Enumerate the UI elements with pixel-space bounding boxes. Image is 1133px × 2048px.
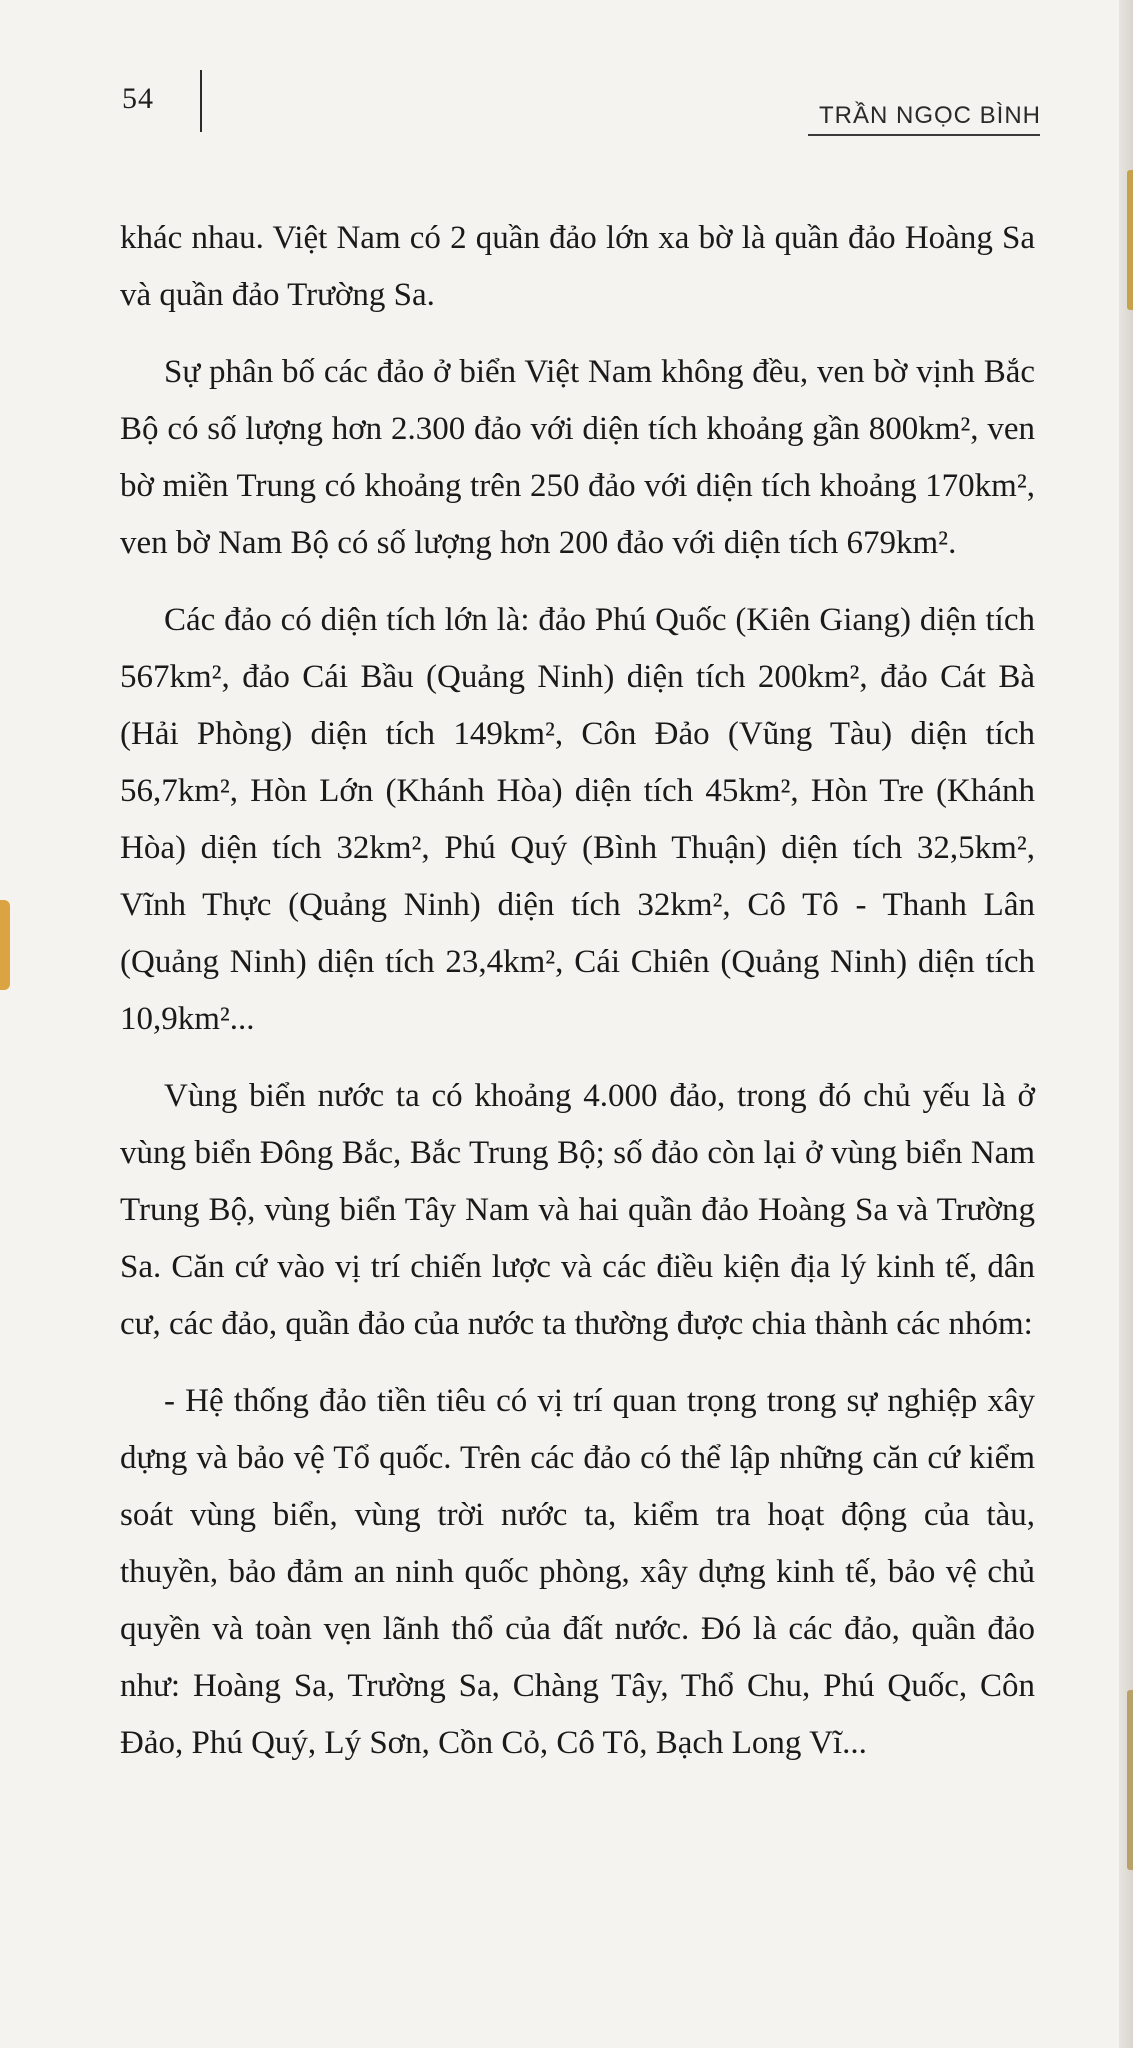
running-head-author: TRẦN NGỌC BÌNH: [818, 102, 1041, 129]
page-header: [0, 0, 1133, 140]
page-number: 54: [122, 82, 154, 115]
binding-mark: [0, 900, 10, 990]
header-rule: [808, 134, 1040, 136]
paragraph: Sự phân bố các đảo ở biển Việt Nam không đều, ven bờ vịnh Bắc Bộ có số lượng hơn 2.300 đảo với diện tích khoảng gần 800km², ven bờ miền Trung có khoảng trên 250 đảo với diện tích khoảng 170km², ven bờ Nam Bộ có số lượng hơn 200 đảo với diện tích 679km².: [120, 354, 1035, 561]
paragraph: Các đảo có diện tích lớn là: đảo Phú Quốc (Kiên Giang) diện tích 567km², đảo Cái Bầu (Quảng Ninh) diện tích 200km², đảo Cát Bà (Hải Phòng) diện tích 149km², Côn Đảo (Vũng Tàu) diện tích 56,7km², Hòn Lớn (Khánh Hòa) diện tích 45km², Hòn Tre (Khánh Hòa) diện tích 32km², Phú Quý (Bình Thuận) diện tích 32,5km², Vĩnh Thực (Quảng Ninh) diện tích 32km², Cô Tô - Thanh Lân (Quảng Ninh) diện tích 23,4km², Cái Chiên (Quảng Ninh) diện tích 10,9km²...: [120, 602, 1035, 1037]
paragraph: - Hệ thống đảo tiền tiêu có vị trí quan trọng trong sự nghiệp xây dựng và bảo vệ Tổ quốc. Trên các đảo có thể lập những căn cứ kiểm soát vùng biển, vùng trời nước ta, kiểm tra hoạt động của tàu, thuyền, bảo đảm an ninh quốc phòng, xây dựng kinh tế, bảo vệ chủ quyền và toàn vẹn lãnh thổ của đất nước. Đó là các đảo, quần đảo như: Hoàng Sa, Trường Sa, Chàng Tây, Thổ Chu, Phú Quốc, Côn Đảo, Phú Quý, Lý Sơn, Cồn Cỏ, Cô Tô, Bạch Long Vĩ...: [120, 1383, 1035, 1761]
paragraph: khác nhau. Việt Nam có 2 quần đảo lớn xa bờ là quần đảo Hoàng Sa và quần đảo Trường Sa.: [120, 220, 1035, 313]
page-tab-marker: [1127, 1690, 1133, 1870]
body-text: [120, 210, 1035, 1792]
page-tab-marker: [1127, 170, 1133, 310]
header-divider: [200, 70, 202, 132]
paragraph: Vùng biển nước ta có khoảng 4.000 đảo, trong đó chủ yếu là ở vùng biển Đông Bắc, Bắc Trung Bộ; số đảo còn lại ở vùng biển Nam Trung Bộ, vùng biển Tây Nam và hai quần đảo Hoàng Sa và Trường Sa. Căn cứ vào vị trí chiến lược và các điều kiện địa lý kinh tế, dân cư, các đảo, quần đảo của nước ta thường được chia thành các nhóm:: [120, 1078, 1035, 1342]
